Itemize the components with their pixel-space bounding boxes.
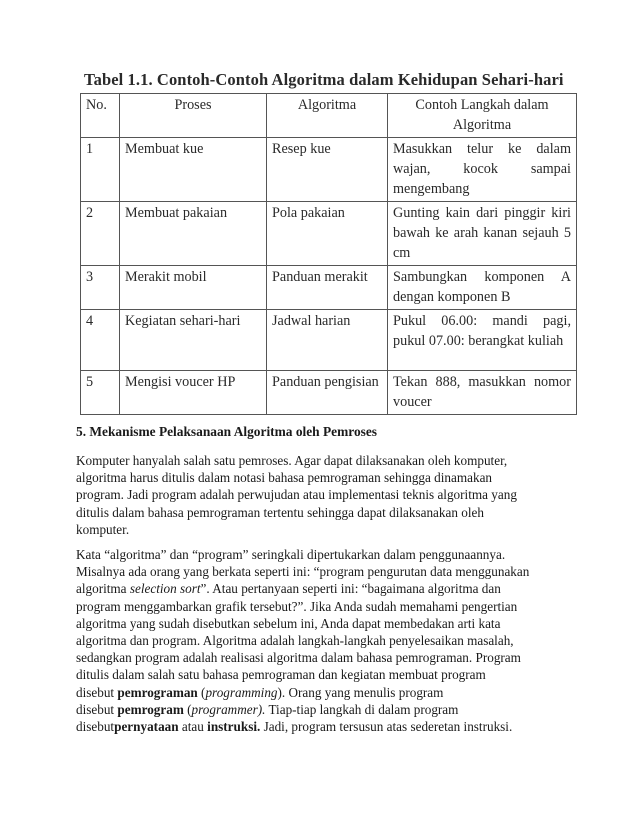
paragraph-line: ditulis dalam bahasa pemrograman tertentu sehingga dapat dilaksanakan oleh bbox=[76, 504, 484, 520]
cell-proses: Membuat pakaian bbox=[120, 202, 267, 266]
algorithm-table-block bbox=[80, 70, 576, 415]
bold-term: instruksi. bbox=[207, 719, 261, 735]
text-run: disebut bbox=[76, 684, 118, 700]
paragraph-2 bbox=[76, 546, 562, 735]
text-run: ( bbox=[197, 684, 206, 700]
cell-no: 5 bbox=[81, 371, 120, 415]
cell-algoritma: Pola pakaian bbox=[267, 202, 388, 266]
table-header-row bbox=[81, 94, 577, 138]
section-heading: 5. Mekanisme Pelaksanaan Algoritma oleh Pemroses bbox=[76, 424, 378, 439]
table-row bbox=[81, 138, 577, 202]
text-run: ”. Atau pertanyaan seperti ini: “bagaimana algoritma dan bbox=[200, 581, 501, 597]
bold-term: pemrograman bbox=[117, 684, 198, 700]
paragraph-line: algoritma dan program. Algoritma adalah langkah-langkah penyelesaikan masalah, bbox=[76, 633, 514, 649]
table-title: Tabel 1.1. Contoh-Contoh Algoritma dalam Kehidupan Sehari-hari bbox=[84, 70, 564, 89]
paragraph-line bbox=[76, 684, 562, 701]
paragraph-line: Kata “algoritma” dan “program” seringkali dipertukarkan dalam penggunaannya. bbox=[76, 547, 506, 562]
table-row bbox=[81, 202, 577, 266]
paragraph-line: ditulis dalam salah satu bahasa pemrograman dan kegiatan membuat program bbox=[76, 667, 486, 683]
cell-algoritma: Panduan merakit bbox=[267, 266, 388, 310]
table-row bbox=[81, 371, 577, 415]
cell-no: 2 bbox=[81, 202, 120, 266]
header-no: No. bbox=[81, 94, 120, 138]
text-run: algoritma bbox=[76, 581, 130, 597]
paragraph-line: Komputer hanyalah salah satu pemroses. Agar dapat dilaksanakan oleh komputer, bbox=[76, 453, 508, 468]
header-algoritma: Algoritma bbox=[267, 94, 388, 138]
cell-no: 1 bbox=[81, 138, 120, 202]
cell-proses: Membuat kue bbox=[120, 138, 267, 202]
cell-contoh: Tekan 888, masukkan nomor voucer bbox=[388, 371, 577, 415]
paragraph-line: algoritma harus ditulis dalam notasi bahasa pemrograman sehingga dinamakan bbox=[76, 470, 493, 486]
cell-proses: Kegiatan sehari-hari bbox=[120, 310, 267, 371]
italic-term: selection sort bbox=[129, 581, 201, 597]
table-row bbox=[81, 266, 577, 310]
header-proses: Proses bbox=[120, 94, 267, 138]
paragraph-line: Misalnya ada orang yang berkata seperti ini: “program pengurutan data menggunakan bbox=[76, 564, 530, 580]
bold-term: pemrogram bbox=[117, 701, 184, 717]
paragraph-1 bbox=[76, 452, 562, 538]
text-run: atau bbox=[178, 719, 208, 735]
cell-algoritma: Jadwal harian bbox=[267, 310, 388, 371]
text-run: Jadi, program tersusun atas sederetan instruksi. bbox=[260, 719, 513, 735]
cell-proses: Merakit mobil bbox=[120, 266, 267, 310]
text-run: disebut bbox=[76, 701, 118, 717]
paragraph-line: komputer. bbox=[76, 521, 130, 537]
cell-algoritma: Panduan pengisian bbox=[267, 371, 388, 415]
paragraph-line bbox=[76, 701, 562, 718]
cell-no: 4 bbox=[81, 310, 120, 371]
bold-term: pernyataan bbox=[114, 719, 179, 735]
cell-contoh: Pukul 06.00: mandi pagi, pukul 07.00: berangkat kuliah bbox=[388, 310, 577, 371]
text-run: ( bbox=[183, 701, 192, 717]
paragraph-line: program menggambarkan grafik tersebut?”. Jika Anda sudah memahami pengertian bbox=[76, 598, 518, 614]
text-run: Tiap-tiap langkah di dalam program bbox=[265, 701, 459, 717]
table-row bbox=[81, 310, 577, 371]
cell-contoh: Gunting kain dari pinggir kiri bawah ke arah kanan sejauh 5 cm bbox=[388, 202, 577, 266]
cell-contoh: Sambungkan komponen A dengan komponen B bbox=[388, 266, 577, 310]
text-run: ). Orang yang menulis program bbox=[277, 684, 444, 700]
cell-no: 3 bbox=[81, 266, 120, 310]
italic-term: programmer). bbox=[191, 701, 266, 717]
paragraph-line: sedangkan program adalah realisasi algoritma dalam bahasa pemrograman. Program bbox=[76, 650, 521, 666]
cell-algoritma: Resep kue bbox=[267, 138, 388, 202]
paragraph-line: algoritma yang sudah disebutkan sebelum ini, Anda dapat membedakan arti kata bbox=[76, 615, 501, 631]
text-run: disebut bbox=[76, 719, 115, 735]
paragraph-line bbox=[76, 718, 562, 735]
cell-contoh: Masukkan telur ke dalam wajan, kocok sampai mengembang bbox=[388, 138, 577, 202]
italic-term: programming bbox=[205, 684, 278, 700]
paragraph-line bbox=[76, 580, 562, 597]
algorithm-table bbox=[80, 93, 577, 415]
header-contoh: Contoh Langkah dalam Algoritma bbox=[388, 94, 577, 138]
cell-proses: Mengisi voucer HP bbox=[120, 371, 267, 415]
paragraph-line: program. Jadi program adalah perwujudan atau implementasi teknis algoritma yang bbox=[76, 487, 517, 503]
